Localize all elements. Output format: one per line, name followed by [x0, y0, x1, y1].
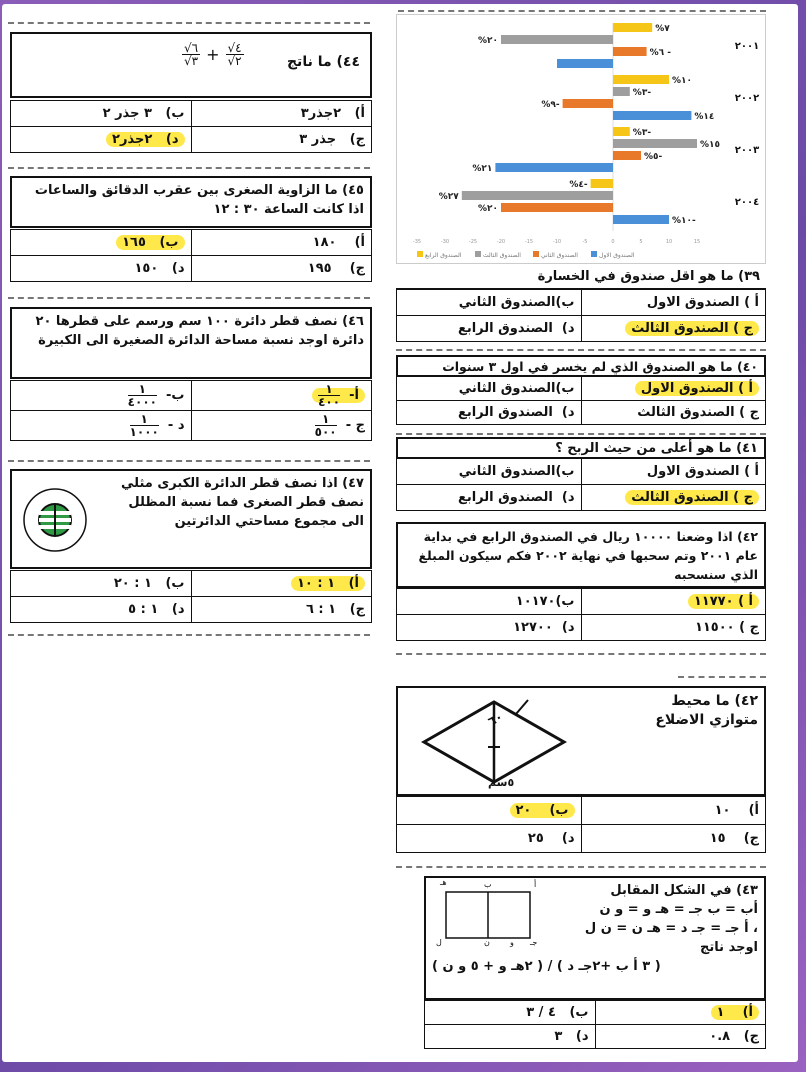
separator	[8, 297, 370, 299]
q39-question-box	[396, 266, 766, 290]
q44-question-box	[10, 32, 372, 98]
chart-bar	[613, 139, 697, 148]
q43-point-label-b: ب	[484, 880, 492, 889]
chart-tick-label: 0	[611, 239, 615, 245]
q43-line4: ( ٣ أ ب +٢جـ د ) / ( ٢هـ و + ٥ و ن )	[432, 959, 661, 974]
chart-bar	[613, 87, 630, 96]
separator	[8, 460, 370, 462]
chart-legend-label: الصندوق الثاني	[541, 252, 578, 259]
chart-tick-label: -5	[582, 239, 588, 245]
q43-point-label-l: ل	[436, 938, 442, 947]
chart-tick-label: 15	[693, 239, 701, 245]
chart-bar	[613, 47, 647, 56]
chart-legend-label: الصندوق الرابع	[425, 252, 462, 259]
chart-data-label: %٦ -	[649, 48, 672, 58]
q39-option-b[interactable]: ب)الصندوق الثاني	[397, 290, 582, 316]
q43-line2: ، أ جـ = جـ د = هـ ن = ن ل	[584, 921, 758, 936]
rhombus-side-label-5cm: ٥سم	[488, 776, 515, 789]
chart-data-label: %١٠-	[672, 216, 696, 226]
q45-options	[10, 229, 372, 282]
chart-bar	[563, 99, 613, 108]
q42-parallelogram-question-box	[396, 686, 766, 796]
q44-options	[10, 100, 372, 153]
q43-point-label-c: جـ	[530, 938, 538, 947]
q42-investment-options	[396, 588, 766, 641]
q46-options	[10, 380, 372, 441]
separator	[396, 433, 766, 435]
q43-title: ٤٣) في الشكل المقابل	[610, 883, 758, 898]
q41-option-d[interactable]: د) الصندوق الرابع	[397, 485, 582, 511]
chart-legend-swatch	[591, 251, 597, 257]
q43-point-label-e: هـ	[440, 878, 447, 887]
q42-investment-text: ٤٢) اذا وضعنا ١٠٠٠٠ ريال في الصندوق الرابع في بداية عام ٢٠٠١ وتم سحبها في نهاية ٢٠٠٢ فكم سيكون المبلغ الذي سنسحبه	[418, 529, 758, 582]
rhombus-side-label-60: ٦٠	[485, 709, 506, 729]
chart-data-label: %٩-	[541, 100, 560, 110]
q44-option-d[interactable]: د) ٢جذر٢	[11, 127, 192, 153]
q43-option-d[interactable]: د) ٣	[425, 1025, 596, 1049]
bar-chart-panel	[396, 14, 766, 264]
q46-option-c[interactable]: ج - $\frac{١}{٥٠٠}$	[191, 411, 372, 441]
q44-fraction-1: $\frac{√٦}{√٣}$	[184, 41, 199, 68]
q46-text: ٤٦) نصف قطر دائرة ١٠٠ سم ورسم على قطرها ٢٠ دائرة اوجد نسبة مساحة الدائرة الصغيرة الى الكبيرة	[35, 314, 364, 348]
chart-bar	[495, 163, 613, 172]
q42-parallelogram-option-b[interactable]: ب) ٢٠	[397, 797, 582, 825]
separator	[678, 676, 766, 678]
chart-legend-swatch	[475, 251, 481, 257]
q46-question-box	[10, 307, 372, 379]
chart-data-label: %٣-	[632, 128, 652, 138]
chart-data-label: %٢٧	[438, 192, 459, 202]
chart-bar	[501, 203, 613, 212]
chart-data-label: %٥-	[644, 152, 663, 162]
q39-option-a[interactable]: أ ) الصندوق الاول	[581, 290, 766, 316]
q47-question-box	[10, 469, 372, 569]
q39-text: ٣٩) ما هو اقل صندوق في الخسارة	[537, 269, 760, 284]
chart-data-label: %١٥	[700, 140, 721, 150]
chart-legend-swatch	[533, 251, 539, 257]
chart-bar	[613, 111, 691, 120]
chart-category-label: ٢٠٠٤	[734, 197, 760, 208]
q42-investment-option-c[interactable]: ج ) ١١٥٠٠	[581, 615, 766, 641]
chart-bar	[613, 23, 652, 32]
q47-option-c[interactable]: ج) ١ : ٦	[191, 597, 372, 623]
q47-text: ٤٧) اذا نصف قطر الدائرة الكبرى مثلي نصف قطر الصغرى فما نسبة المظلل الى مجموع مساحتي الدائرتين	[121, 476, 364, 529]
q45-text: ٤٥) ما الزاوية الصغرى بين عقرب الدقائق والساعات اذا كانت الساعة ٣٠ : ١٢	[34, 183, 364, 217]
separator	[396, 866, 766, 868]
q40-option-a[interactable]: أ ) الصندوق الاول	[581, 377, 766, 401]
chart-bar	[462, 191, 613, 200]
q43-question-box	[424, 876, 766, 1000]
q42-parallelogram-option-a[interactable]: أ) ١٠	[581, 797, 766, 825]
q43-point-label-n: ن	[484, 938, 490, 947]
q42-parallelogram-option-c[interactable]: ج) ١٥	[581, 825, 766, 853]
chart-tick-label: -25	[468, 239, 478, 245]
q45-option-d[interactable]: د) ١٥٠	[11, 256, 192, 282]
chart-data-label: %٢٠	[477, 36, 498, 46]
q40-text: ٤٠) ما هو الصندوق الذي لم يخسر في اول ٣ سنوات	[442, 359, 758, 374]
q43-line1: أب = ب جـ = هـ و = و ن	[599, 902, 758, 917]
chart-data-label: %٢١	[472, 164, 493, 174]
q42-investment-option-a[interactable]: أ ) ١١٧٧٠	[581, 589, 766, 615]
q44-fraction-2: $\frac{√٤}{√٢}$	[227, 41, 242, 68]
q46-option-a[interactable]: أ- $\frac{١}{٤٠٠}$	[191, 381, 372, 411]
q45-option-a[interactable]: أ) ١٨٠	[191, 230, 372, 256]
chart-tick-label: -15	[524, 239, 534, 245]
chart-category-label: ٢٠٠٣	[734, 145, 760, 156]
q40-question-box	[396, 355, 766, 377]
q45-option-c[interactable]: ج) ١٩٥	[191, 256, 372, 282]
q43-options	[424, 1000, 766, 1049]
q42-investment-option-d[interactable]: د) ١٢٧٠٠	[397, 615, 582, 641]
q44-option-c[interactable]: ج) جذر ٣	[191, 127, 372, 153]
separator	[8, 634, 370, 636]
chart-tick-label: -20	[496, 239, 506, 245]
q42-parallelogram-text: ٤٢) ما محيط متوازي الاضلاع	[655, 693, 758, 728]
chart-legend-swatch	[417, 251, 423, 257]
q40-option-c[interactable]: ج ) الصندوق الثالث	[581, 401, 766, 425]
q44-option-a[interactable]: أ) ٢جذر٣	[191, 101, 372, 127]
separator	[398, 10, 766, 12]
chart-bar	[613, 127, 630, 136]
q43-option-a[interactable]: أ) ١	[595, 1001, 766, 1025]
q41-options	[396, 458, 766, 511]
chart-tick-label: -10	[552, 239, 562, 245]
chart-data-label: %٤-	[569, 180, 588, 190]
chart-tick-label: 5	[639, 239, 643, 245]
q43-option-b[interactable]: ب) ٤ / ٣	[425, 1001, 596, 1025]
separator	[396, 653, 766, 655]
q47-circles-figure	[22, 487, 88, 553]
q39-options	[396, 289, 766, 342]
chart-data-label: %١٤	[694, 112, 715, 122]
q45-question-box	[10, 176, 372, 228]
chart-bar	[613, 75, 669, 84]
chart-data-label: %٢٠	[477, 204, 498, 214]
q43-option-c[interactable]: ج) ٠.٨	[595, 1025, 766, 1049]
q39-option-d[interactable]: د) الصندوق الرابع	[397, 316, 582, 342]
q41-option-a[interactable]: أ ) الصندوق الاول	[581, 459, 766, 485]
q47-option-a[interactable]: أ) ١ : ١٠	[191, 571, 372, 597]
chart-data-label: %٣-	[632, 88, 652, 98]
chart-bar	[613, 215, 669, 224]
q41-question-box	[396, 437, 766, 459]
q47-option-d[interactable]: د) ١ : ٥	[11, 597, 192, 623]
q44-text: ٤٤) ما ناتج	[286, 54, 360, 70]
q44-option-b[interactable]: ب) ٣ جذر ٢	[11, 101, 192, 127]
chart-data-label: %١٠	[672, 76, 693, 86]
q47-option-b[interactable]: ب) ١ : ٢٠	[11, 571, 192, 597]
q42-parallelogram-option-d[interactable]: د) ٢٥	[397, 825, 582, 853]
plus-sign: +	[206, 45, 220, 64]
chart-tick-label: 10	[665, 239, 673, 245]
bar-chart	[397, 15, 765, 263]
q45-option-b[interactable]: ب) ١٦٥	[11, 230, 192, 256]
q42-investment-option-b[interactable]: ب)١٠١٧٠	[397, 589, 582, 615]
q43-point-label-a: أ	[534, 880, 537, 889]
q43-line3: اوجد ناتج	[700, 940, 758, 955]
chart-legend-label: الصندوق الاول	[599, 252, 635, 259]
separator	[8, 167, 370, 169]
q41-option-c[interactable]: ج ) الصندوق الثالث	[581, 485, 766, 511]
q44-expression	[182, 42, 244, 67]
q42-investment-question-box	[396, 522, 766, 588]
separator	[396, 349, 766, 351]
chart-legend-label: الصندوق الثالث	[483, 252, 521, 259]
chart-bar	[557, 59, 613, 68]
separator	[8, 22, 370, 24]
q42-parallelogram-options	[396, 796, 766, 853]
q47-options	[10, 570, 372, 623]
q46-option-b[interactable]: ب- $\frac{١}{٤٠٠٠}$	[11, 381, 192, 411]
q40-options	[396, 376, 766, 425]
q41-text: ٤١) ما هو أعلى من حيث الربح ؟	[555, 441, 758, 456]
chart-bar	[501, 35, 613, 44]
chart-bar	[613, 151, 641, 160]
chart-category-label: ٢٠٠١	[734, 41, 760, 52]
chart-tick-label: -35	[412, 239, 422, 245]
q40-option-d[interactable]: د) الصندوق الرابع	[397, 401, 582, 425]
q41-option-b[interactable]: ب)الصندوق الثاني	[397, 459, 582, 485]
chart-bar	[591, 179, 613, 188]
q40-option-b[interactable]: ب)الصندوق الثاني	[397, 377, 582, 401]
q39-option-c[interactable]: ج ) الصندوق الثالث	[581, 316, 766, 342]
q46-option-d[interactable]: د - $\frac{١}{١٠٠٠}$	[11, 411, 192, 441]
chart-data-label: %٧	[655, 24, 670, 34]
chart-category-label: ٢٠٠٢	[734, 93, 760, 104]
chart-tick-label: -30	[440, 239, 450, 245]
q43-point-label-w: و	[510, 938, 514, 947]
